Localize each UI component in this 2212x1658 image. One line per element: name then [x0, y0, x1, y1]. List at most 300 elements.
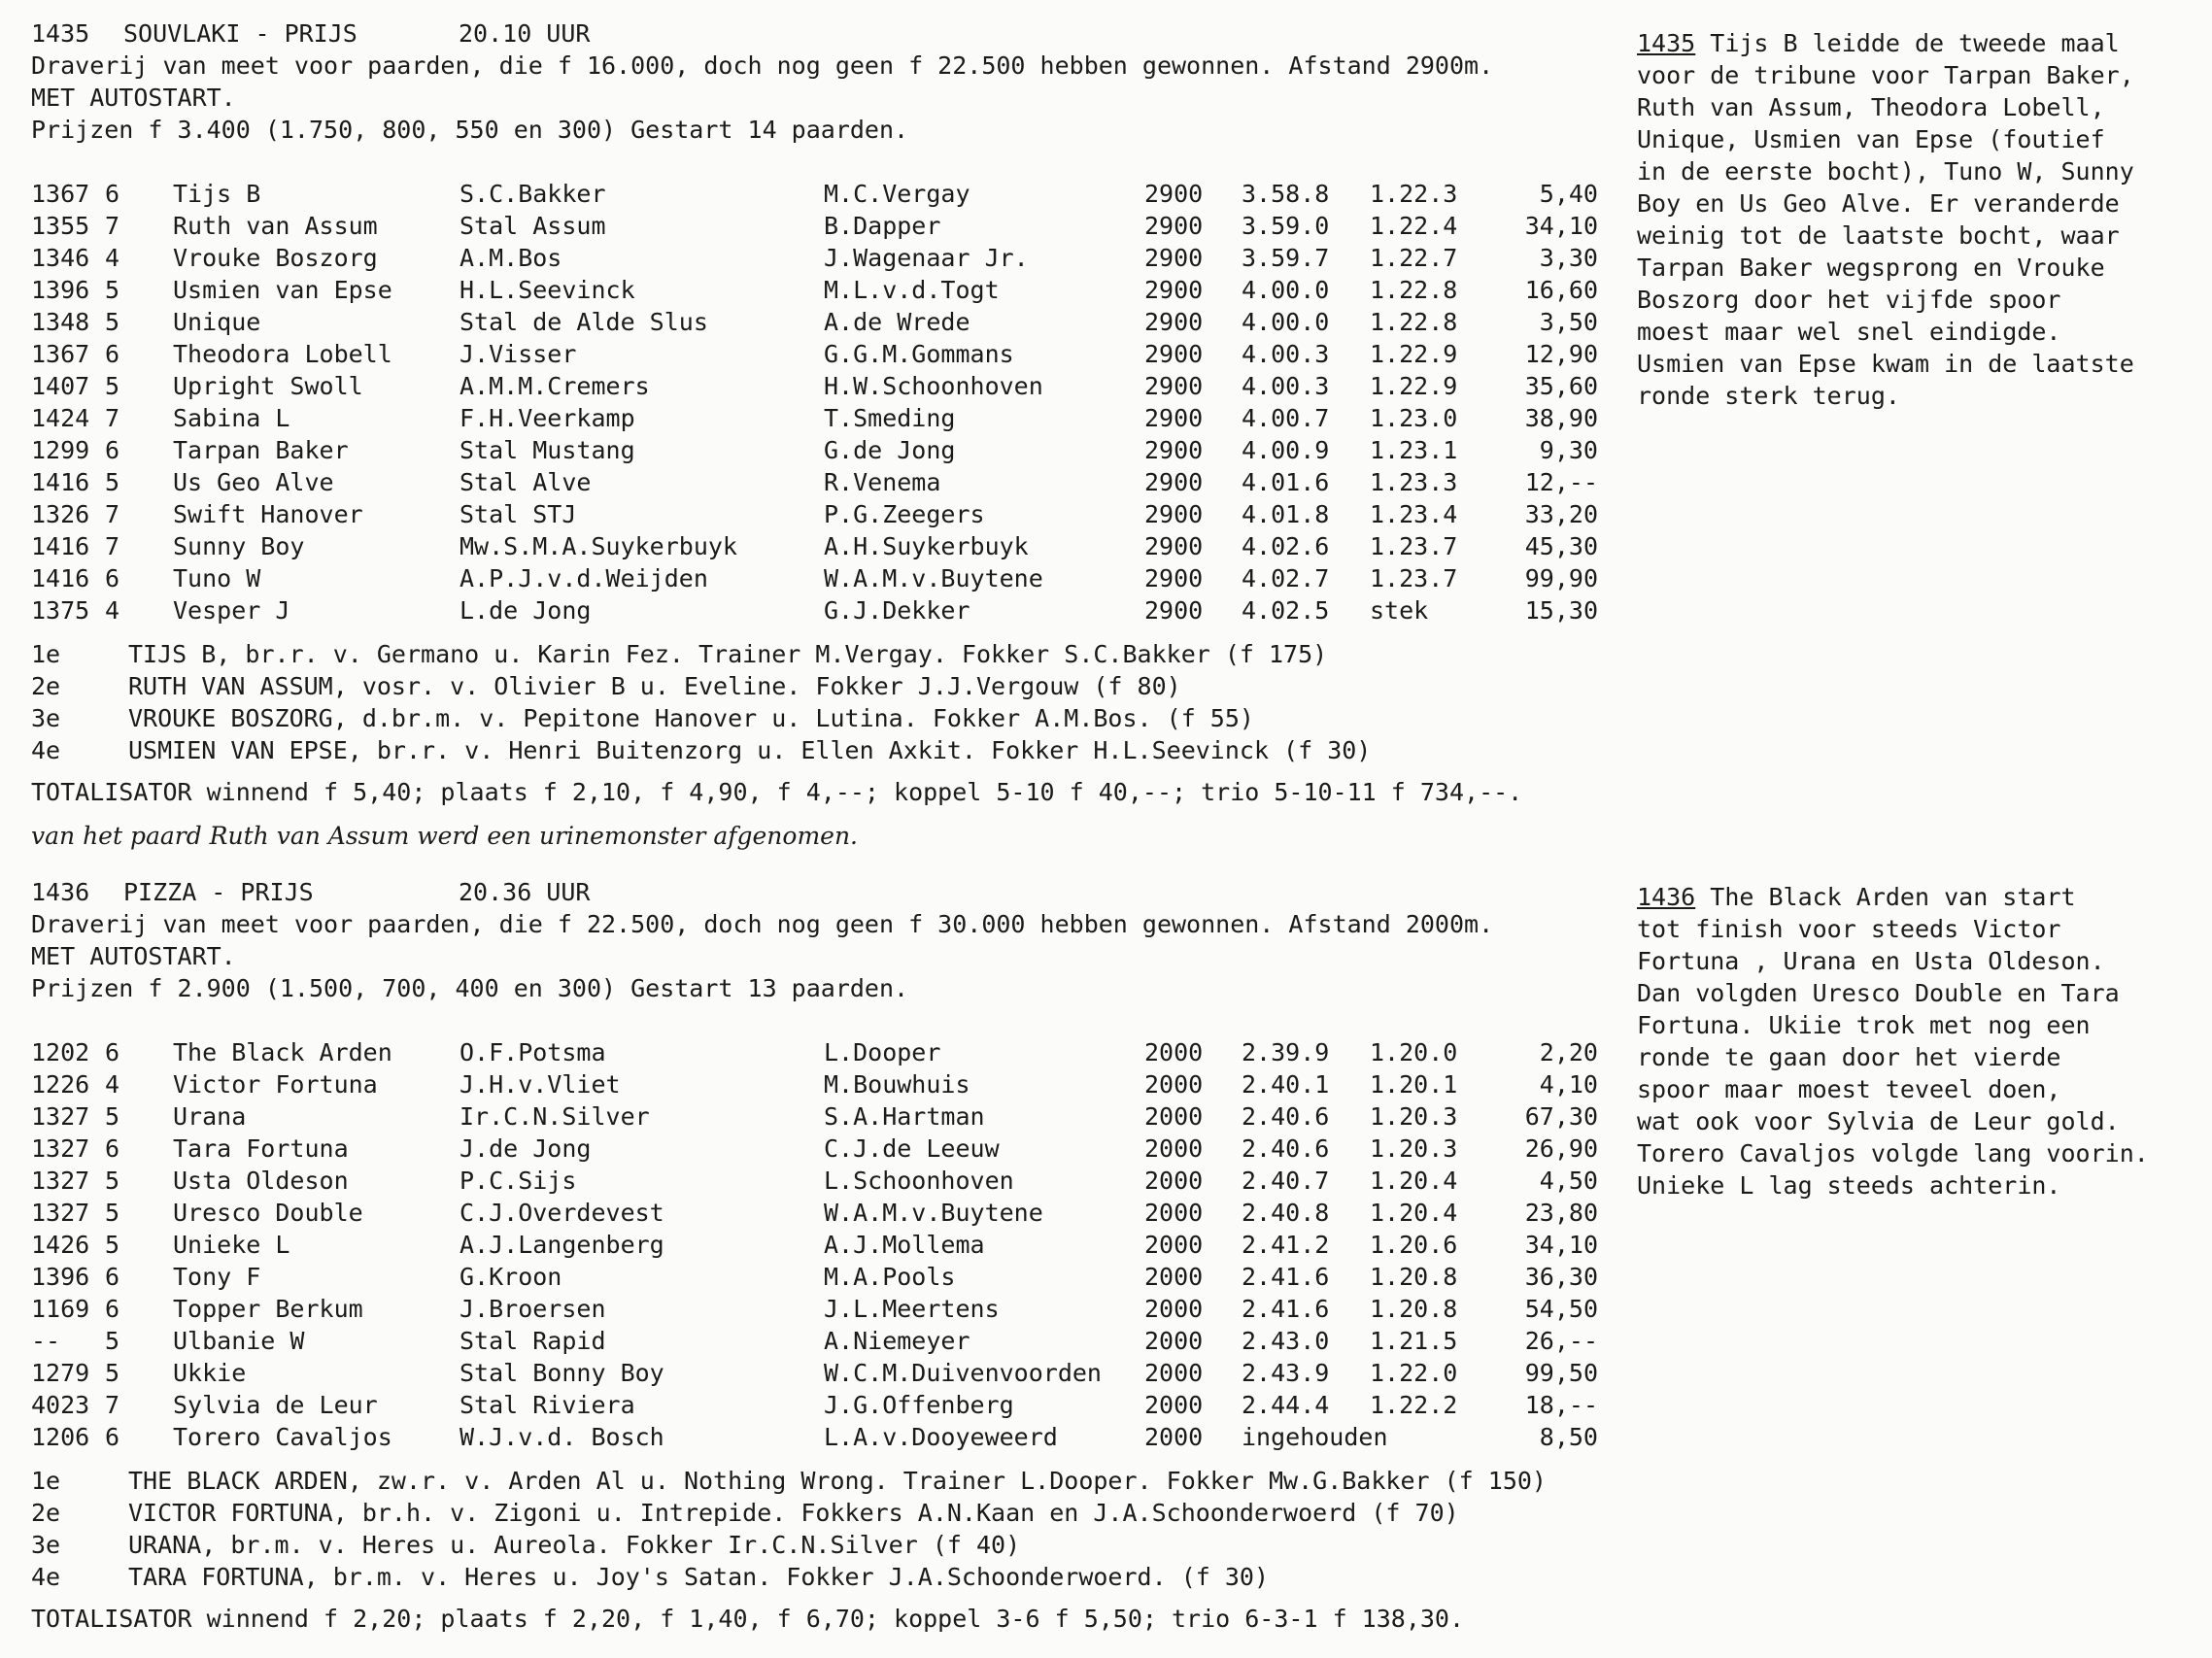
race-time-result: 2.40.7 [1242, 1167, 1330, 1195]
owner-name: J.de Jong [459, 1134, 592, 1163]
previous-race-number: 1346 [31, 244, 90, 272]
horse-age: 5 [105, 276, 120, 304]
horse-age: 5 [105, 1199, 120, 1227]
distance: 2000 [1144, 1391, 1204, 1419]
owner-name: Mw.S.M.A.Suykerbuyk [459, 532, 737, 560]
previous-race-number: 1206 [31, 1423, 90, 1451]
race-time-result: 4.00.7 [1242, 404, 1330, 432]
horse-age: 5 [105, 1327, 120, 1355]
km-time: 1.22.7 [1370, 244, 1458, 272]
table-row [31, 434, 1634, 466]
previous-race-number: 1416 [31, 532, 90, 560]
previous-race-number: 1202 [31, 1038, 90, 1066]
driver-name: C.J.de Leeuw [824, 1134, 1000, 1163]
distance: 2900 [1144, 404, 1204, 432]
driver-name: J.Wagenaar Jr. [824, 244, 1029, 272]
km-time: 1.20.3 [1370, 1102, 1458, 1131]
table-row [31, 1421, 1634, 1453]
race-name: PIZZA - PRIJS [123, 878, 314, 906]
km-time: 1.20.1 [1370, 1070, 1458, 1099]
horse-age: 6 [105, 1134, 120, 1163]
race-time-result: 2.41.2 [1242, 1231, 1330, 1259]
table-row [31, 1357, 1634, 1389]
horse-age: 6 [105, 180, 120, 208]
horse-age: 6 [105, 1423, 120, 1451]
owner-name: F.H.Veerkamp [459, 404, 635, 432]
comment-line: Ruth van Assum, Theodora Lobell, [1637, 93, 2105, 121]
horse-name: Tarpan Baker [173, 436, 349, 464]
race-time-result: 3.58.8 [1242, 180, 1330, 208]
driver-name: A.de Wrede [824, 308, 970, 336]
horse-age: 5 [105, 1359, 120, 1387]
horse-name: Uresco Double [173, 1199, 363, 1227]
placing-rank: 4e [31, 736, 61, 764]
horse-age: 7 [105, 500, 120, 528]
previous-race-number: 1396 [31, 1263, 90, 1291]
km-time: 1.20.8 [1370, 1263, 1458, 1291]
horse-name: Usta Oldeson [173, 1167, 349, 1195]
driver-name: M.A.Pools [824, 1263, 956, 1291]
owner-name: Stal Riviera [459, 1391, 635, 1419]
previous-race-number: 1327 [31, 1199, 90, 1227]
table-row [31, 242, 1634, 274]
comment-text [1637, 29, 2134, 410]
race-time-result: 3.59.0 [1242, 212, 1330, 240]
race-time-result: 4.00.3 [1242, 372, 1330, 400]
odds: 38,90 [1524, 404, 1598, 432]
horse-name: Upright Swoll [173, 372, 363, 400]
race-prizes: Prijzen f 2.900 (1.500, 700, 400 en 300) Gestart 13 paarden. [31, 974, 909, 1002]
previous-race-number: 1375 [31, 596, 90, 625]
odds: 36,30 [1524, 1263, 1598, 1291]
previous-race-number: 1416 [31, 564, 90, 592]
previous-race-number: -- [31, 1327, 61, 1355]
race-time-result: 4.02.7 [1242, 564, 1330, 592]
placing-rank: 1e [31, 640, 61, 668]
comment-line: Fortuna. Ukiie trok met nog een [1637, 1011, 2091, 1039]
placing-rank: 2e [31, 1499, 61, 1527]
previous-race-number: 1426 [31, 1231, 90, 1259]
comment-line: voor de tribune voor Tarpan Baker, [1637, 61, 2134, 89]
placing-row [31, 638, 1634, 670]
distance: 2000 [1144, 1327, 1204, 1355]
driver-name: H.W.Schoonhoven [824, 372, 1043, 400]
placing-row [31, 670, 1634, 702]
horse-age: 6 [105, 340, 120, 368]
km-time: 1.23.1 [1370, 436, 1458, 464]
km-time: 1.20.6 [1370, 1231, 1458, 1259]
comment-line: weinig tot de laatste bocht, waar [1637, 221, 2120, 250]
owner-name: Stal Rapid [459, 1327, 606, 1355]
previous-race-number: 1355 [31, 212, 90, 240]
previous-race-number: 1424 [31, 404, 90, 432]
driver-name: W.A.M.v.Buytene [824, 1199, 1043, 1227]
driver-name: L.A.v.Dooyeweerd [824, 1423, 1058, 1451]
horse-name: Sylvia de Leur [173, 1391, 378, 1419]
table-row [31, 1197, 1634, 1229]
race-number: 1435 [31, 19, 90, 48]
previous-race-number: 1367 [31, 180, 90, 208]
placing-details: USMIEN VAN EPSE, br.r. v. Henri Buitenzorg u. Ellen Axkit. Fokker H.L.Seevinck (f 30) [128, 736, 1372, 764]
race-time-result: 4.01.6 [1242, 468, 1330, 496]
race-time-result: 4.00.0 [1242, 308, 1330, 336]
race-time-result: 4.02.5 [1242, 596, 1330, 625]
previous-race-number: 1407 [31, 372, 90, 400]
comment-text [1637, 883, 2149, 1200]
horse-name: Swift Hanover [173, 500, 363, 528]
horse-age: 5 [105, 1102, 120, 1131]
distance: 2900 [1144, 212, 1204, 240]
comment-line: Torero Cavaljos volgde lang voorin. [1637, 1139, 2149, 1167]
odds: 45,30 [1524, 532, 1598, 560]
comment-line: The Black Arden van start [1695, 883, 2076, 911]
placing-row [31, 1561, 1634, 1593]
distance: 2000 [1144, 1038, 1204, 1066]
distance: 2000 [1144, 1263, 1204, 1291]
horse-name: Ukkie [173, 1359, 247, 1387]
odds: 4,50 [1539, 1167, 1598, 1195]
distance: 2900 [1144, 180, 1204, 208]
placing-row [31, 702, 1634, 734]
table-row [31, 1325, 1634, 1357]
placing-row [31, 734, 1634, 766]
race-comment-1436 [1637, 881, 2195, 1201]
odds: 26,90 [1524, 1134, 1598, 1163]
odds: 35,60 [1524, 372, 1598, 400]
previous-race-number: 1327 [31, 1134, 90, 1163]
comment-line: Dan volgden Uresco Double en Tara [1637, 979, 2120, 1007]
previous-race-number: 1396 [31, 276, 90, 304]
horse-name: Ruth van Assum [173, 212, 378, 240]
table-row [31, 594, 1634, 626]
odds: 9,30 [1539, 436, 1598, 464]
previous-race-number: 1327 [31, 1167, 90, 1195]
owner-name: J.Visser [459, 340, 577, 368]
odds: 99,90 [1524, 564, 1598, 592]
results-table [31, 178, 1634, 626]
horse-name: Sunny Boy [173, 532, 305, 560]
placing-details: VROUKE BOSZORG, d.br.m. v. Pepitone Hanover u. Lutina. Fokker A.M.Bos. (f 55) [128, 704, 1254, 732]
owner-name: P.C.Sijs [459, 1167, 577, 1195]
distance: 2900 [1144, 340, 1204, 368]
horse-name: Tijs B [173, 180, 261, 208]
race-time-result: 2.41.6 [1242, 1295, 1330, 1323]
race-prizes: Prijzen f 3.400 (1.750, 800, 550 en 300) Gestart 14 paarden. [31, 116, 909, 144]
previous-race-number: 1367 [31, 340, 90, 368]
owner-name: Stal STJ [459, 500, 577, 528]
totalisator: TOTALISATOR winnend f 5,40; plaats f 2,10, f 4,90, f 4,--; koppel 5-10 f 40,--; trio 5-10-11 f 734,--. [31, 778, 1523, 806]
km-time: 1.22.8 [1370, 276, 1458, 304]
km-time: 1.23.4 [1370, 500, 1458, 528]
table-row [31, 306, 1634, 338]
horse-name: Us Geo Alve [173, 468, 334, 496]
horse-name: Theodora Lobell [173, 340, 392, 368]
odds: 16,60 [1524, 276, 1598, 304]
race-time-result: 2.44.4 [1242, 1391, 1330, 1419]
driver-name: W.C.M.Duivenvoorden [824, 1359, 1102, 1387]
odds: 18,-- [1524, 1391, 1598, 1419]
odds: 3,50 [1539, 308, 1598, 336]
race-note: van het paard Ruth van Assum werd een urinemonster afgenomen. [31, 822, 859, 850]
owner-name: Stal de Alde Slus [459, 308, 708, 336]
table-row [31, 530, 1634, 562]
odds: 12,-- [1524, 468, 1598, 496]
km-time: 1.23.7 [1370, 532, 1458, 560]
horse-name: Vrouke Boszorg [173, 244, 378, 272]
km-time: 1.23.7 [1370, 564, 1458, 592]
odds: 34,10 [1524, 212, 1598, 240]
driver-name: A.H.Suykerbuyk [824, 532, 1029, 560]
horse-age: 4 [105, 244, 120, 272]
previous-race-number: 1226 [31, 1070, 90, 1099]
table-row [31, 1100, 1634, 1133]
horse-age: 7 [105, 532, 120, 560]
distance: 2000 [1144, 1199, 1204, 1227]
owner-name: J.H.v.Vliet [459, 1070, 621, 1099]
odds: 33,20 [1524, 500, 1598, 528]
race-start-type: MET AUTOSTART. [31, 942, 236, 970]
placing-details: URANA, br.m. v. Heres u. Aureola. Fokker Ir.C.N.Silver (f 40) [128, 1531, 1021, 1559]
driver-name: W.A.M.v.Buytene [824, 564, 1043, 592]
driver-name: M.L.v.d.Togt [824, 276, 1000, 304]
driver-name: B.Dapper [824, 212, 941, 240]
horse-name: The Black Arden [173, 1038, 392, 1066]
race-time-result: 4.01.8 [1242, 500, 1330, 528]
odds: 67,30 [1524, 1102, 1598, 1131]
km-time: 1.20.3 [1370, 1134, 1458, 1163]
horse-age: 4 [105, 1070, 120, 1099]
race-time-result: 2.39.9 [1242, 1038, 1330, 1066]
driver-name: M.Bouwhuis [824, 1070, 970, 1099]
km-time: 1.20.8 [1370, 1295, 1458, 1323]
owner-name: W.J.v.d. Bosch [459, 1423, 664, 1451]
horse-name: Sabina L [173, 404, 290, 432]
placing-rank: 4e [31, 1563, 61, 1591]
previous-race-number: 1416 [31, 468, 90, 496]
driver-name: G.G.M.Gommans [824, 340, 1014, 368]
distance: 2900 [1144, 596, 1204, 625]
previous-race-number: 1326 [31, 500, 90, 528]
km-time: 1.22.8 [1370, 308, 1458, 336]
previous-race-number: 1299 [31, 436, 90, 464]
race-number: 1436 [31, 878, 90, 906]
distance: 2900 [1144, 308, 1204, 336]
placing-details: RUTH VAN ASSUM, vosr. v. Olivier B u. Eveline. Fokker J.J.Vergouw (f 80) [128, 672, 1181, 700]
comment-line: spoor maar moest teveel doen, [1637, 1075, 2061, 1103]
odds: 3,30 [1539, 244, 1598, 272]
table-row [31, 402, 1634, 434]
placing-rank: 3e [31, 1531, 61, 1559]
distance: 2900 [1144, 372, 1204, 400]
owner-name: L.de Jong [459, 596, 592, 625]
placings-list [31, 638, 1634, 766]
placing-rank: 3e [31, 704, 61, 732]
horse-age: 5 [105, 1231, 120, 1259]
distance: 2900 [1144, 244, 1204, 272]
distance: 2000 [1144, 1231, 1204, 1259]
horse-age: 5 [105, 372, 120, 400]
distance: 2900 [1144, 532, 1204, 560]
placing-row [31, 1465, 1634, 1497]
race-time-result: 2.43.9 [1242, 1359, 1330, 1387]
km-time: 1.22.4 [1370, 212, 1458, 240]
placing-details: TIJS B, br.r. v. Germano u. Karin Fez. Trainer M.Vergay. Fokker S.C.Bakker (f 175) [128, 640, 1328, 668]
horse-age: 5 [105, 1167, 120, 1195]
table-row [31, 498, 1634, 530]
odds: 26,-- [1524, 1327, 1598, 1355]
odds: 54,50 [1524, 1295, 1598, 1323]
km-time: 1.22.2 [1370, 1391, 1458, 1419]
previous-race-number: 1348 [31, 308, 90, 336]
horse-name: Tara Fortuna [173, 1134, 349, 1163]
horse-age: 6 [105, 436, 120, 464]
placings-list [31, 1465, 1634, 1593]
owner-name: S.C.Bakker [459, 180, 606, 208]
horse-name: Unieke L [173, 1231, 290, 1259]
comment-ref: 1436 [1637, 883, 1696, 911]
driver-name: J.G.Offenberg [824, 1391, 1014, 1419]
owner-name: A.J.Langenberg [459, 1231, 664, 1259]
odds: 12,90 [1524, 340, 1598, 368]
race-time-result: 3.59.7 [1242, 244, 1330, 272]
race-time-result: 2.40.6 [1242, 1134, 1330, 1163]
race-time-result: 2.41.6 [1242, 1263, 1330, 1291]
distance: 2000 [1144, 1102, 1204, 1131]
race-time-result: ingehouden [1242, 1423, 1388, 1451]
distance: 2900 [1144, 564, 1204, 592]
table-row [31, 1389, 1634, 1421]
owner-name: A.M.Bos [459, 244, 562, 272]
table-row [31, 1133, 1634, 1165]
comment-line: in de eerste bocht), Tuno W, Sunny [1637, 157, 2134, 186]
driver-name: P.G.Zeegers [824, 500, 985, 528]
horse-name: Tony F [173, 1263, 261, 1291]
horse-name: Unique [173, 308, 261, 336]
driver-name: A.Niemeyer [824, 1327, 970, 1355]
horse-age: 6 [105, 1038, 120, 1066]
horse-name: Vesper J [173, 596, 290, 625]
table-row [31, 1293, 1634, 1325]
comment-line: Boy en Us Geo Alve. Er veranderde [1637, 189, 2120, 218]
race-conditions: Draverij van meet voor paarden, die f 22.500, doch nog geen f 30.000 hebben gewonnen. Afstand 2000m. [31, 910, 1494, 938]
placing-details: VICTOR FORTUNA, br.h. v. Zigoni u. Intrepide. Fokkers A.N.Kaan en J.A.Schoonderwoerd (f 70) [128, 1499, 1459, 1527]
driver-name: S.A.Hartman [824, 1102, 985, 1131]
km-time: 1.20.4 [1370, 1167, 1458, 1195]
race-header [31, 17, 1634, 50]
odds: 23,80 [1524, 1199, 1598, 1227]
comment-line: Usmien van Epse kwam in de laatste [1637, 350, 2134, 378]
horse-age: 6 [105, 564, 120, 592]
table-row [31, 1068, 1634, 1100]
table-row [31, 1261, 1634, 1293]
placing-row [31, 1497, 1634, 1529]
odds: 99,50 [1524, 1359, 1598, 1387]
distance: 2000 [1144, 1167, 1204, 1195]
race-conditions: Draverij van meet voor paarden, die f 16.000, doch nog geen f 22.500 hebben gewonnen. Afstand 2900m. [31, 51, 1494, 80]
driver-name: R.Venema [824, 468, 941, 496]
owner-name: Ir.C.N.Silver [459, 1102, 650, 1131]
distance: 2000 [1144, 1070, 1204, 1099]
owner-name: Stal Alve [459, 468, 592, 496]
race-comment-1435 [1637, 27, 2195, 412]
odds: 8,50 [1539, 1423, 1598, 1451]
driver-name: T.Smeding [824, 404, 956, 432]
driver-name: L.Dooper [824, 1038, 941, 1066]
race-time-result: 4.00.9 [1242, 436, 1330, 464]
owner-name: Stal Assum [459, 212, 606, 240]
comment-line: Unieke L lag steeds achterin. [1637, 1171, 2061, 1200]
driver-name: G.J.Dekker [824, 596, 970, 625]
table-row [31, 210, 1634, 242]
horse-name: Ulbanie W [173, 1327, 305, 1355]
horse-age: 7 [105, 1391, 120, 1419]
table-row [31, 274, 1634, 306]
placing-rank: 2e [31, 672, 61, 700]
driver-name: M.C.Vergay [824, 180, 970, 208]
race-name: SOUVLAKI - PRIJS [123, 19, 357, 48]
race-time-result: 2.43.0 [1242, 1327, 1330, 1355]
km-time: 1.23.3 [1370, 468, 1458, 496]
owner-name: A.M.M.Cremers [459, 372, 650, 400]
horse-age: 7 [105, 212, 120, 240]
km-time: 1.21.5 [1370, 1327, 1458, 1355]
previous-race-number: 1169 [31, 1295, 90, 1323]
race-time-result: 4.00.0 [1242, 276, 1330, 304]
odds: 2,20 [1539, 1038, 1598, 1066]
owner-name: Stal Mustang [459, 436, 635, 464]
owner-name: Stal Bonny Boy [459, 1359, 664, 1387]
totalisator: TOTALISATOR winnend f 2,20; plaats f 2,20, f 1,40, f 6,70; koppel 3-6 f 5,50; trio 6-3-1 f 138,30. [31, 1605, 1465, 1633]
comment-line: Tijs B leidde de tweede maal [1695, 29, 2120, 57]
owner-name: G.Kroon [459, 1263, 562, 1291]
driver-name: A.J.Mollema [824, 1231, 985, 1259]
horse-age: 6 [105, 1295, 120, 1323]
distance: 2900 [1144, 436, 1204, 464]
comment-line: Boszorg door het vijfde spoor [1637, 286, 2061, 314]
comment-line: Tarpan Baker wegsprong en Vrouke [1637, 254, 2105, 282]
driver-name: G.de Jong [824, 436, 956, 464]
race-time-result: 4.00.3 [1242, 340, 1330, 368]
race-time-result: 2.40.6 [1242, 1102, 1330, 1131]
horse-name: Victor Fortuna [173, 1070, 378, 1099]
comment-line: Fortuna , Urana en Usta Oldeson. [1637, 947, 2105, 975]
owner-name: H.L.Seevinck [459, 276, 635, 304]
km-time: stek [1370, 596, 1429, 625]
horse-name: Topper Berkum [173, 1295, 363, 1323]
table-row [31, 1036, 1634, 1068]
odds: 34,10 [1524, 1231, 1598, 1259]
horse-name: Torero Cavaljos [173, 1423, 392, 1451]
comment-line: tot finish voor steeds Victor [1637, 915, 2061, 943]
race-time-result: 4.02.6 [1242, 532, 1330, 560]
distance: 2000 [1144, 1134, 1204, 1163]
table-row [31, 1165, 1634, 1197]
placing-details: TARA FORTUNA, br.m. v. Heres u. Joy's Satan. Fokker J.A.Schoonderwoerd. (f 30) [128, 1563, 1269, 1591]
race-1435 [31, 17, 1634, 852]
distance: 2000 [1144, 1359, 1204, 1387]
horse-age: 5 [105, 308, 120, 336]
km-time: 1.20.4 [1370, 1199, 1458, 1227]
km-time [1370, 1421, 1496, 1453]
distance: 2000 [1144, 1295, 1204, 1323]
table-row [31, 466, 1634, 498]
race-start-type: MET AUTOSTART. [31, 84, 236, 112]
table-row [31, 370, 1634, 402]
table-row [31, 178, 1634, 210]
owner-name: J.Broersen [459, 1295, 606, 1323]
owner-name: O.F.Potsma [459, 1038, 606, 1066]
distance: 2900 [1144, 468, 1204, 496]
